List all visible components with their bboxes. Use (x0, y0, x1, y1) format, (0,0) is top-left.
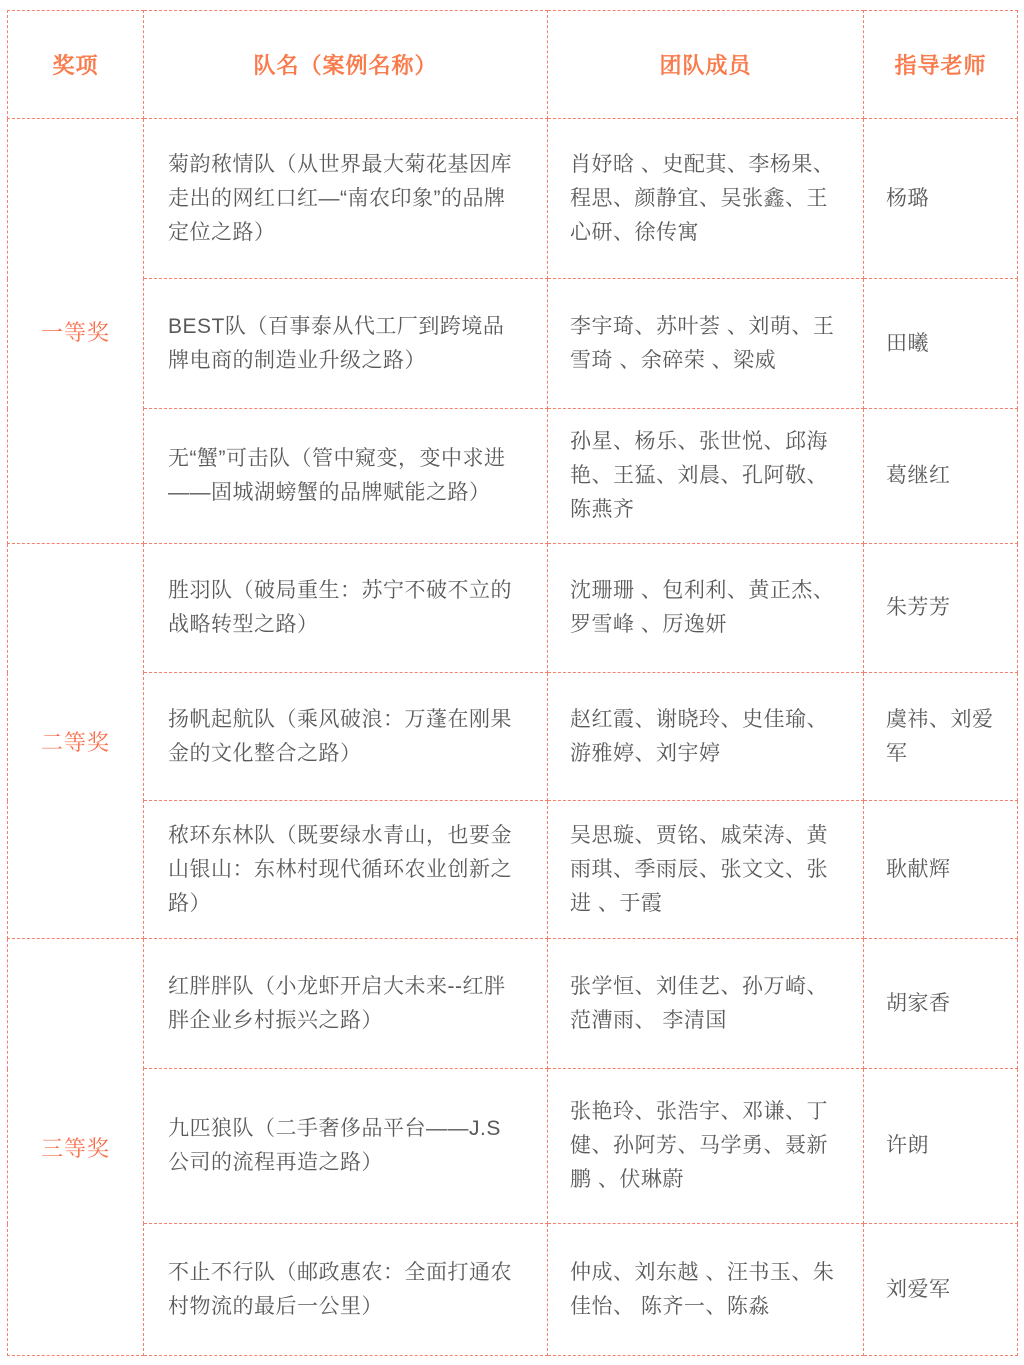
team-members: 张艳玲、张浩宇、邓谦、丁健、孙阿芳、马学勇、聂新鹏 、伏琳蔚 (548, 1069, 864, 1224)
team-members: 孙星、杨乐、张世悦、邱海艳、王猛、刘晨、孔阿敬、陈燕齐 (548, 409, 864, 544)
table-row (8, 939, 1018, 1069)
team-members: 赵红霞、谢晓玲、史佳瑜、游雅婷、刘宇婷 (548, 673, 864, 801)
table-row (8, 1224, 1018, 1356)
team-members: 仲成、刘东越 、汪书玉、朱佳怡、 陈齐一、陈淼 (548, 1224, 864, 1356)
col-header-advisor: 指导老师 (864, 11, 1018, 119)
advisor-name: 杨璐 (864, 119, 1018, 279)
advisor-name: 胡家香 (864, 939, 1018, 1069)
award-label-third-prize: 三等奖 (8, 939, 144, 1356)
team-name: 菊韵秾情队（从世界最大菊花基因库走出的网红口红—“南农印象”的品牌定位之路） (144, 119, 548, 279)
advisor-name: 耿献辉 (864, 801, 1018, 939)
team-members: 肖妤晗 、史配萁、李杨果、程思、颜静宜、吴张鑫、王心研、徐传寓 (548, 119, 864, 279)
team-name: 不止不行队（邮政惠农：全面打通农村物流的最后一公里） (144, 1224, 548, 1356)
team-name: 扬帆起航队（乘风破浪：万蓬在刚果金的文化整合之路） (144, 673, 548, 801)
team-name: 胜羽队（破局重生：苏宁不破不立的战略转型之路） (144, 544, 548, 673)
advisor-name: 虞祎、刘爱军 (864, 673, 1018, 801)
col-header-award: 奖项 (8, 11, 144, 119)
team-members: 张学恒、刘佳艺、孙万崎、范漕雨、 李清国 (548, 939, 864, 1069)
col-header-members: 团队成员 (548, 11, 864, 119)
advisor-name: 朱芳芳 (864, 544, 1018, 673)
team-members: 吴思璇、贾铭、戚荣涛、黄雨琪、季雨辰、张文文、张进 、于霞 (548, 801, 864, 939)
team-name: BEST队（百事泰从代工厂到跨境品牌电商的制造业升级之路） (144, 279, 548, 409)
team-members: 沈珊珊 、包利利、黄正杰、罗雪峰 、厉逸妍 (548, 544, 864, 673)
advisor-name: 许朗 (864, 1069, 1018, 1224)
header-row (8, 11, 1018, 119)
col-header-team: 队名（案例名称） (144, 11, 548, 119)
table-row (8, 119, 1018, 279)
team-name: 无“蟹”可击队（管中窥变，变中求进——固城湖螃蟹的品牌赋能之路） (144, 409, 548, 544)
award-label-first-prize: 一等奖 (8, 119, 144, 544)
table-row (8, 673, 1018, 801)
advisor-name: 刘爱军 (864, 1224, 1018, 1356)
table-row (8, 279, 1018, 409)
award-label-second-prize: 二等奖 (8, 544, 144, 939)
team-name: 秾环东林队（既要绿水青山，也要金山银山：东林村现代循环农业创新之路） (144, 801, 548, 939)
awards-table (7, 10, 1018, 1356)
team-members: 李宇琦、苏叶荟 、刘萌、王雪琦 、余碎荣 、梁威 (548, 279, 864, 409)
table-row (8, 544, 1018, 673)
advisor-name: 田曦 (864, 279, 1018, 409)
table-row (8, 801, 1018, 939)
table-row (8, 1069, 1018, 1224)
team-name: 九匹狼队（二手奢侈品平台——J.S公司的流程再造之路） (144, 1069, 548, 1224)
advisor-name: 葛继红 (864, 409, 1018, 544)
team-name: 红胖胖队（小龙虾开启大未来--红胖胖企业乡村振兴之路） (144, 939, 548, 1069)
table-row (8, 409, 1018, 544)
